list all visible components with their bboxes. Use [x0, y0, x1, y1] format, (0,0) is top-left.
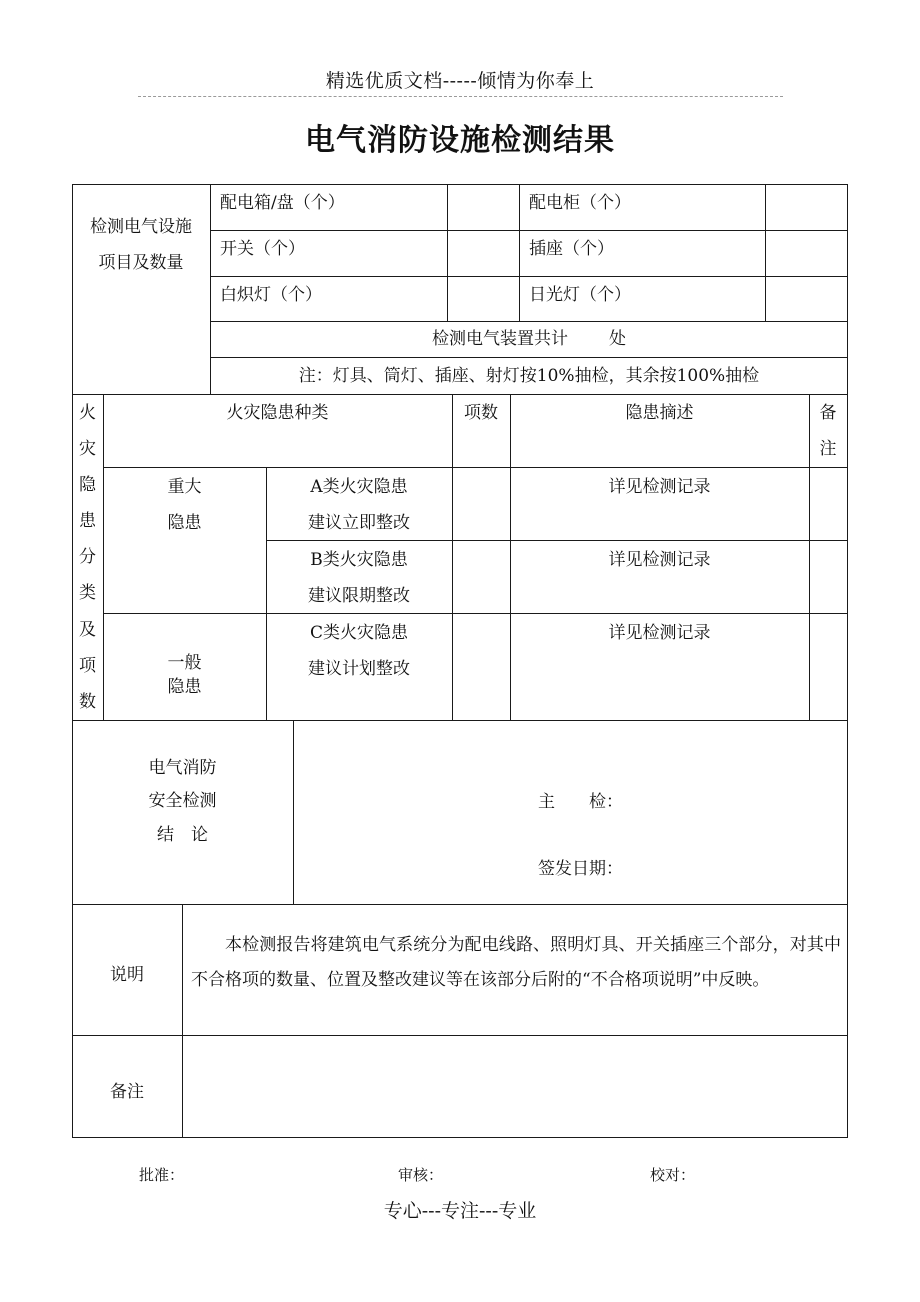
proofread-label: 校对：	[650, 1166, 696, 1184]
remarks-label: 备注	[110, 1082, 144, 1102]
item-name-distribution-cabinet: 配电柜（个）	[529, 193, 631, 213]
item-name-switch: 开关（个）	[220, 239, 305, 259]
total-devices-label: 检测电气装置共计	[432, 329, 568, 349]
approve-label: 批准：	[139, 1166, 185, 1184]
hazard-row-type-line1: B类火灾隐患	[310, 550, 408, 570]
header-note-char: 备	[819, 403, 837, 423]
major-hazard-label-line2: 隐患	[167, 513, 202, 533]
page-footer: 专心---专注---专业	[383, 1200, 537, 1222]
side-char: 隐	[79, 475, 96, 495]
hazard-row-description: 详见检测记录	[608, 623, 711, 643]
general-hazard-label-line2: 隐患	[167, 677, 202, 697]
header-hazard-type: 火灾隐患种类	[226, 403, 329, 423]
side-char: 及	[79, 620, 96, 640]
page-header: 精选优质文档-----倾情为你奉上	[325, 70, 595, 92]
hazard-row-description: 详见检测记录	[608, 477, 711, 497]
side-char: 数	[79, 692, 96, 712]
hazard-row-description: 详见检测记录	[608, 550, 711, 570]
page-title: 电气消防设施检测结果	[305, 123, 615, 158]
review-label: 审核：	[398, 1166, 444, 1184]
explanation-label: 说明	[110, 965, 144, 985]
item-name-fluorescent-lamp: 日光灯（个）	[529, 285, 631, 305]
equipment-label-line1: 检测电气设施	[90, 217, 192, 237]
inspector-label: 主 检：	[538, 792, 623, 812]
side-char: 项	[79, 656, 96, 676]
side-char: 患	[79, 511, 96, 531]
side-char: 分	[79, 547, 96, 567]
issue-date-label: 签发日期：	[538, 859, 623, 879]
hazard-row-type-line2: 建议立即整改	[308, 513, 410, 533]
side-char: 类	[79, 583, 96, 603]
conclusion-label-line3: 结 论	[157, 825, 208, 845]
major-hazard-label-line1: 重大	[167, 477, 202, 497]
hazard-row-type-line2: 建议限期整改	[308, 586, 410, 606]
item-name-socket: 插座（个）	[529, 239, 614, 259]
hazard-row-type-line2: 建议计划整改	[308, 659, 410, 679]
header-note-char: 注	[819, 439, 837, 459]
total-devices-unit: 处	[609, 329, 626, 349]
sampling-note: 注：灯具、筒灯、插座、射灯按10%抽检，其余按100%抽检	[298, 366, 760, 386]
item-name-incandescent-lamp: 白炽灯（个）	[220, 285, 322, 305]
header-description: 隐患摘述	[625, 403, 694, 423]
header-divider	[138, 96, 783, 97]
hazard-row-type-line1: C类火灾隐患	[309, 623, 408, 643]
side-char: 火	[79, 403, 96, 423]
hazard-row-type-line1: A类火灾隐患	[310, 477, 408, 497]
conclusion-label-line2: 安全检测	[148, 791, 217, 811]
equipment-label-line2: 项目及数量	[98, 253, 184, 273]
conclusion-label-line1: 电气消防	[148, 758, 217, 778]
item-name-distribution-box: 配电箱/盘（个）	[220, 193, 345, 213]
explanation-text: 本检测报告将建筑电气系统分为配电线路、照明灯具、开关插座三个部分，对其中不合格项的数量、位置及整改建议等在该部分后附的“不合格项说明”中反映。	[191, 935, 841, 990]
header-count: 项数	[464, 403, 498, 423]
general-hazard-label-line1: 一般	[167, 653, 202, 673]
side-char: 灾	[79, 439, 96, 459]
